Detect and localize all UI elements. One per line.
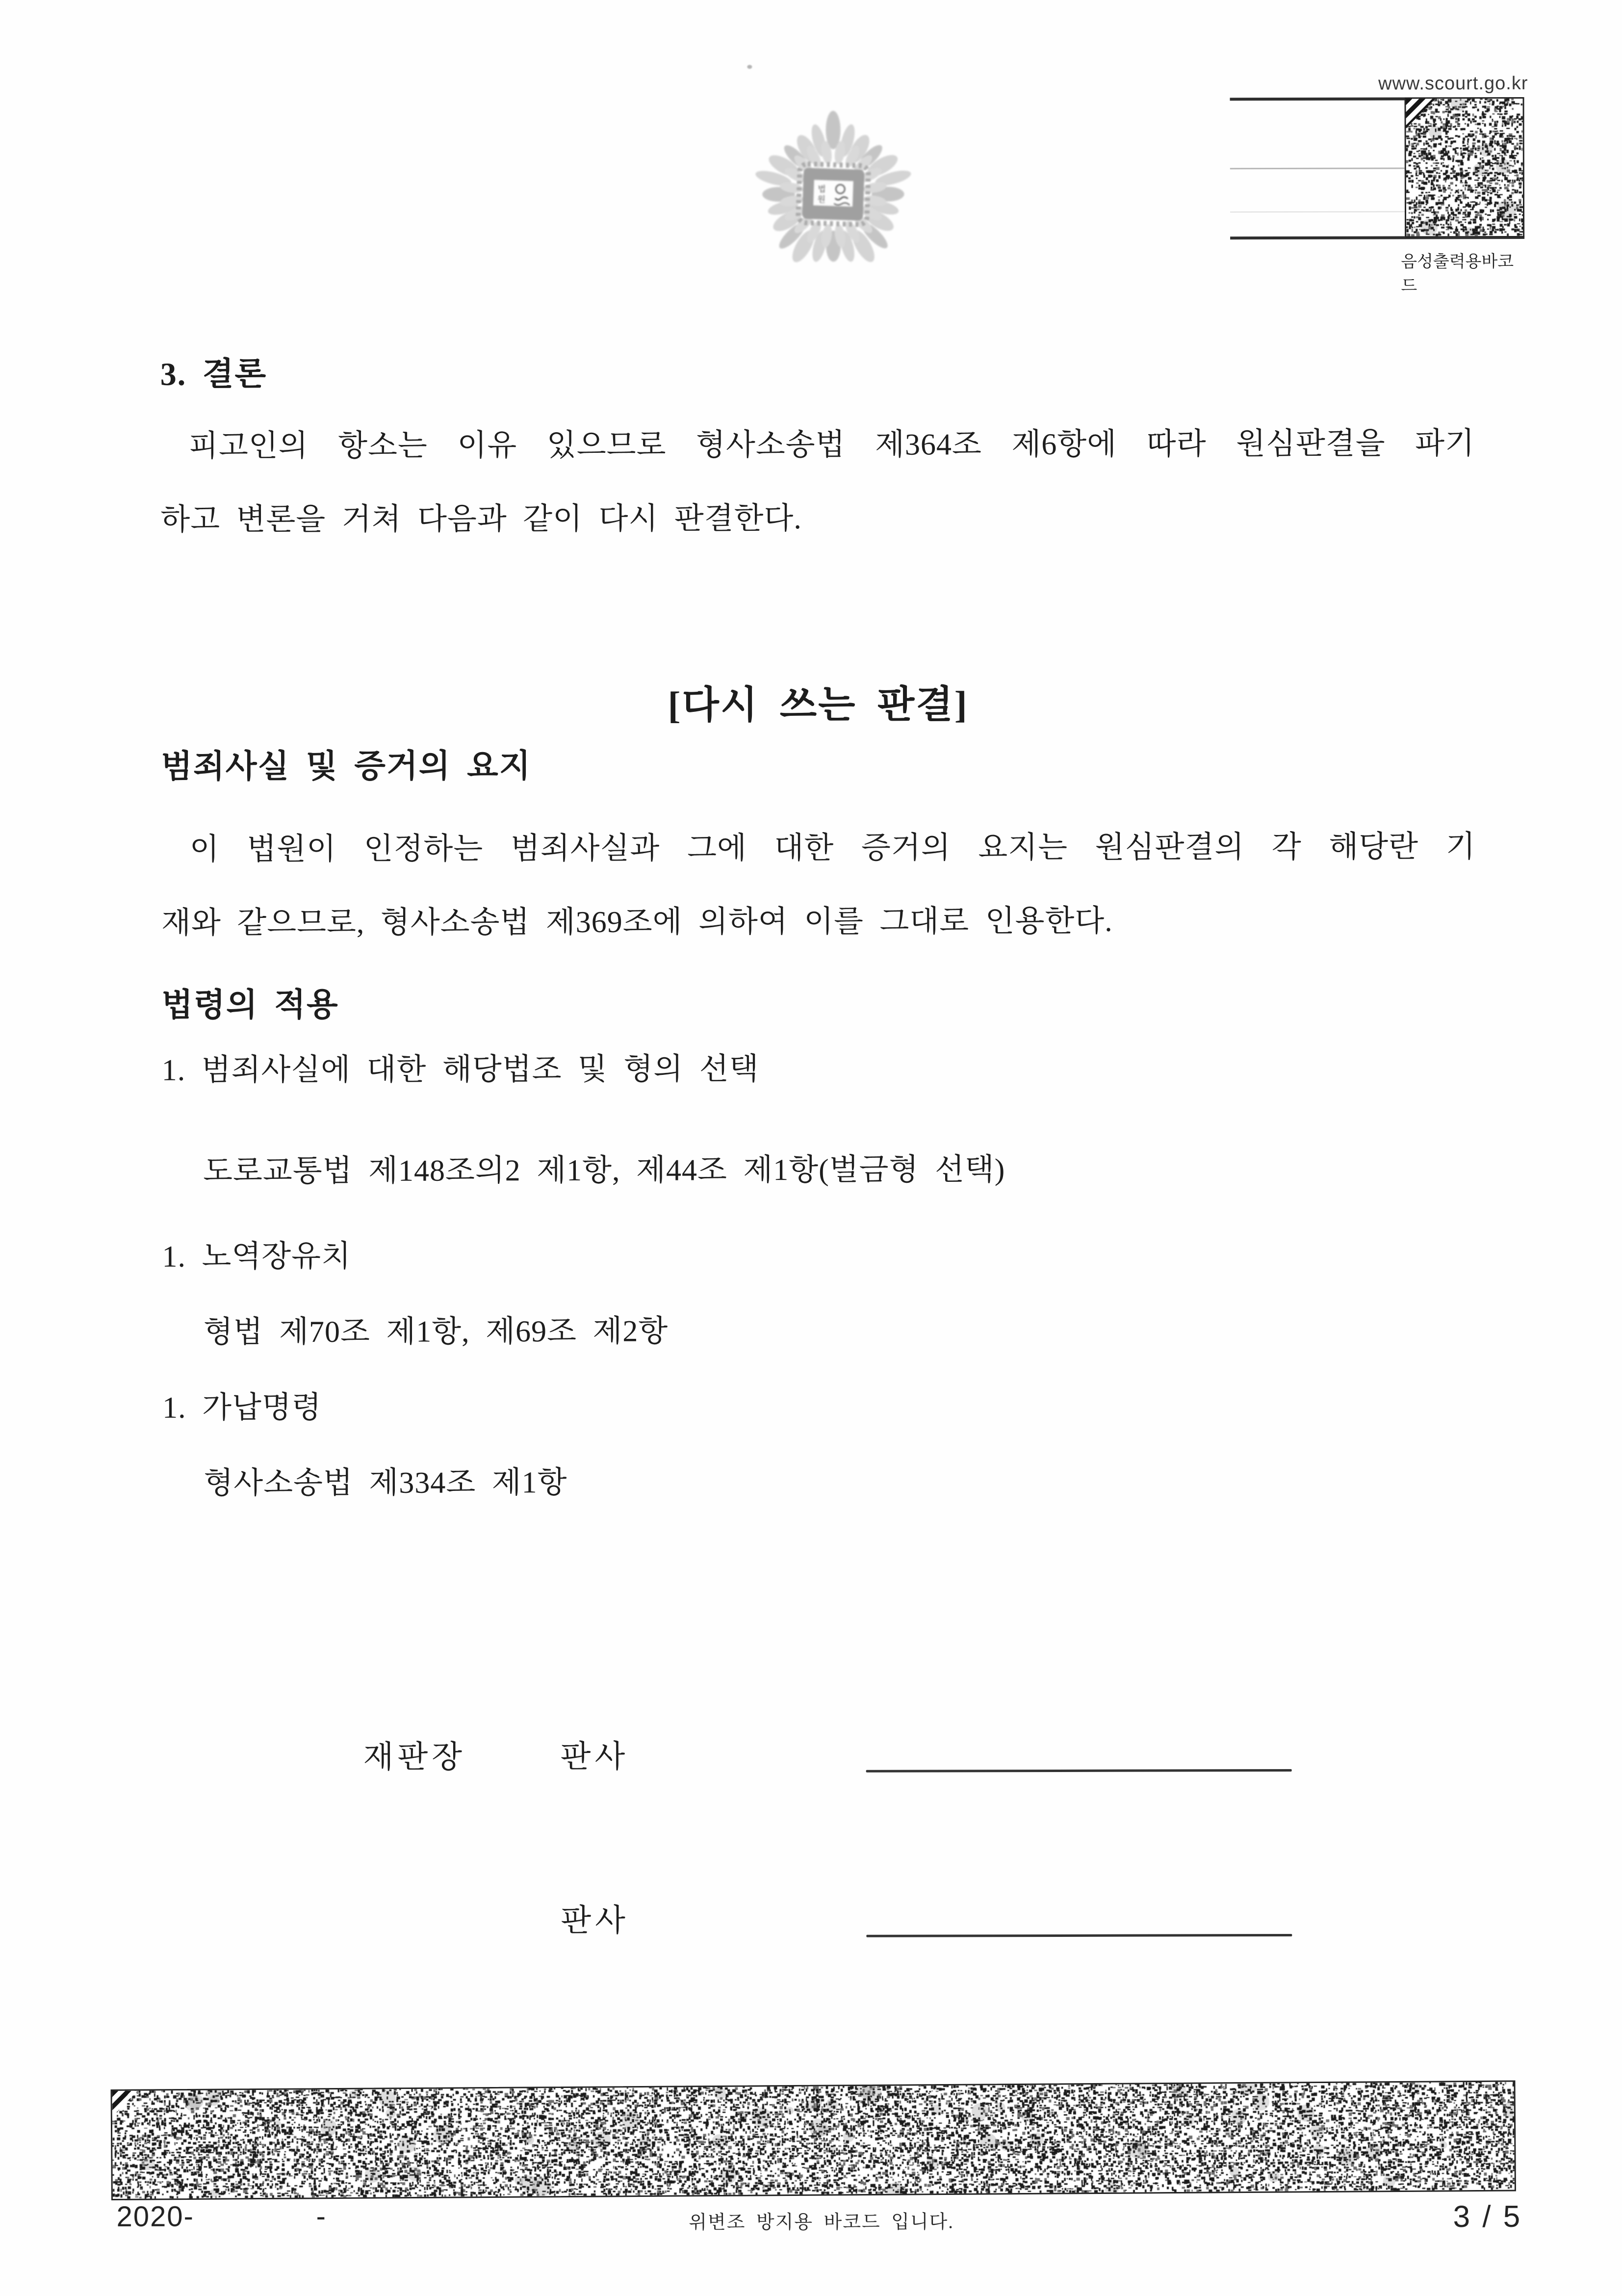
presiding-judge-role-label: 재판장 [363,1739,466,1774]
laws-applied-heading: 법령의 적용 [161,987,339,1023]
footer-case-number-dash: - [316,2200,327,2233]
seal-text-glyph-2: 원 [817,194,826,205]
rewritten-judgment-title: [다시 쓰는 판결] [668,683,969,727]
facts-line-1: 이 법원이 인정하는 범죄사실과 그에 대한 증거의 요지는 원심판결의 각 해당란 기 [189,830,1476,866]
footer-case-number-prefix: 2020- [116,2200,194,2233]
voice-barcode-label: 음성출력용바코드 [1401,252,1514,295]
law-item-1-label: 1. 범죄사실에 대한 해당법조 및 형의 선택 [161,1052,759,1087]
law-item-3-detail: 형사소송법 제334조 제1항 [204,1466,567,1500]
voice-barcode-pattern [1406,99,1523,236]
voice-output-barcode [1405,97,1525,238]
scan-speck [747,65,752,69]
page-number: 3 / 5 [1453,2199,1522,2234]
facts-evidence-heading: 범죄사실 및 증거의 요지 [161,748,532,785]
info-box-row-divider [1230,167,1405,169]
judge-title-label-2: 판사 [561,1903,630,1938]
court-seal [728,106,939,282]
footer-barcode-caption: 위변조 방지용 바코드 입니다. [689,2212,954,2233]
facts-line-2: 재와 같으므로, 형사소송법 제369조에 의하여 이를 그대로 인용한다. [161,904,1113,940]
law-item-1-detail: 도로교통법 제148조의2 제1항, 제44조 제1항(벌금형 선택) [203,1153,1005,1188]
conclusion-heading: 3. 결론 [160,356,267,392]
law-item-2-detail: 형법 제70조 제1항, 제69조 제2항 [203,1314,669,1349]
law-item-2-label: 1. 노역장유치 [162,1239,352,1274]
law-item-3-label: 1. 가납명령 [162,1391,322,1425]
scourt-website-url: www.scourt.go.kr [1378,73,1528,94]
anti-forgery-barcode-pattern [112,2082,1515,2199]
info-box-row-divider-faint [1230,211,1405,212]
conclusion-line-1: 피고인의 항소는 이유 있으므로 형사소송법 제364조 제6항에 따라 원심판결을 파기 [188,427,1475,463]
signature-line-2 [866,1934,1292,1937]
judge-title-label-1: 판사 [560,1739,629,1774]
conclusion-line-2: 하고 변론을 거쳐 다음과 같이 다시 판결한다. [160,502,802,537]
seal-text-glyph-1: 법 [817,184,826,194]
court-seal-center [798,164,869,225]
header-info-box [1230,97,1525,239]
signature-line-1 [866,1769,1292,1773]
anti-forgery-barcode [111,2081,1516,2200]
